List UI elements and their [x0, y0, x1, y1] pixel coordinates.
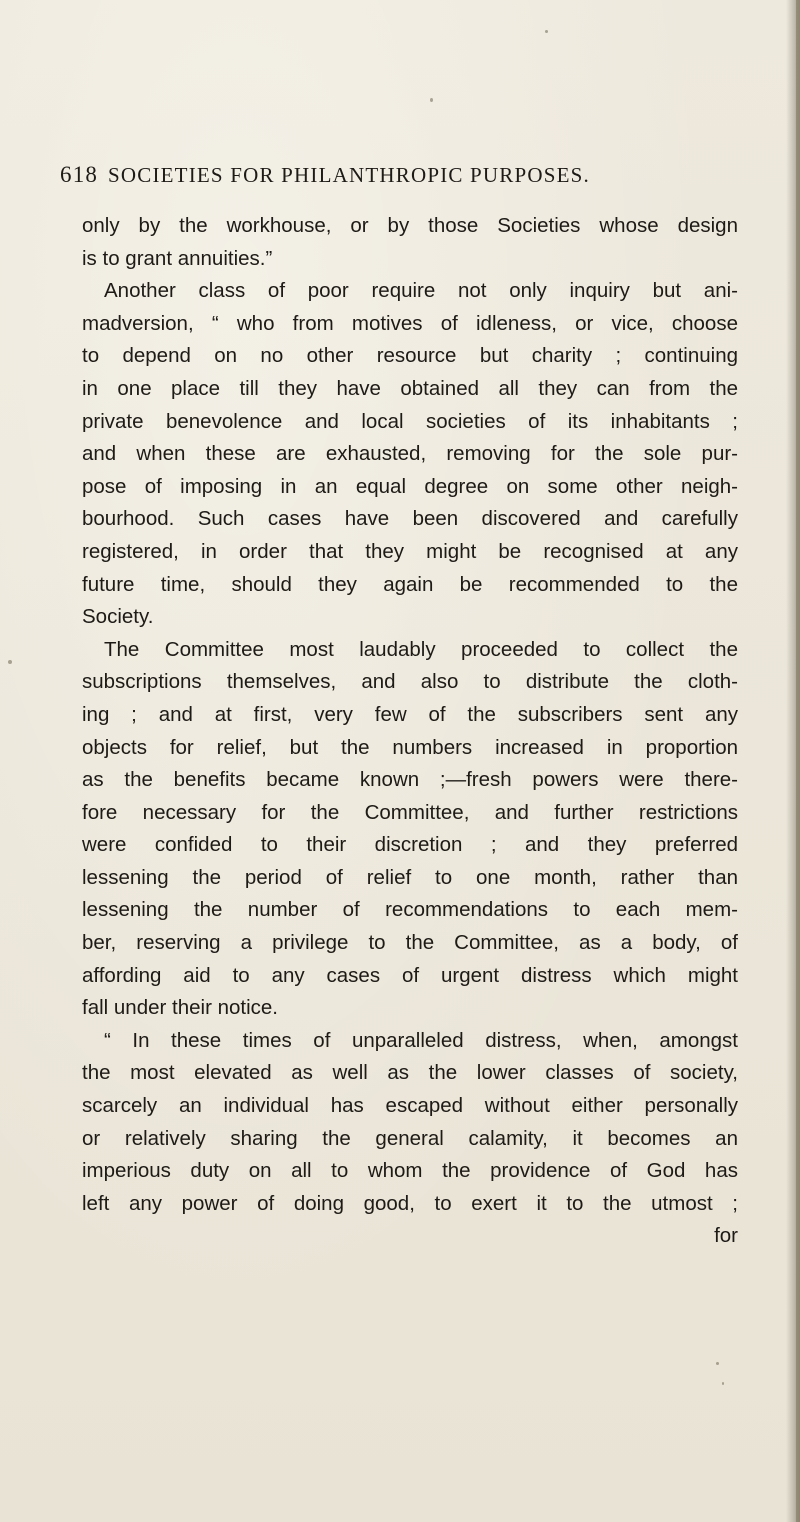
paper-speck [722, 1382, 724, 1385]
paper-speck [545, 30, 548, 33]
text-line: only by the workhouse, or by those Societies whose design [82, 214, 738, 237]
text-line: objects for relief, but the numbers increased in proportion [82, 735, 738, 759]
text-line: registered, in order that they might be recognised at any [82, 539, 738, 563]
text-line: is to grant annuities.” [82, 246, 273, 270]
text-line: in one place till they have obtained all they can from the [82, 376, 738, 400]
text-line: fall under their notice. [82, 996, 279, 1020]
text-line: and when these are exhausted, removing for the sole pur- [82, 442, 738, 466]
catchword: for [714, 1224, 738, 1248]
text-line: pose of imposing in an equal degree on some other neigh- [82, 474, 738, 498]
body-text [82, 210, 738, 1253]
text-line: affording aid to any cases of urgent distress which might [82, 963, 738, 987]
paper-speck [8, 660, 12, 664]
text-line: subscriptions themselves, and also to distribute the cloth- [82, 670, 738, 694]
paragraph-first-line: “ In these times of unparalleled distress, when, amongst [104, 1028, 738, 1052]
text-line: scarcely an individual has escaped without either personally [82, 1094, 738, 1118]
text-line: bourhood. Such cases have been discovered and carefully [82, 507, 738, 531]
text-line: ber, reserving a privilege to the Committee, as a body, of [82, 931, 738, 955]
text-line: imperious duty on all to whom the providence of God has [82, 1159, 738, 1183]
text-line: madversion, “ who from motives of idleness, or vice, choose [82, 311, 738, 335]
paper-speck [716, 1362, 719, 1365]
text-line: ing ; and at first, very few of the subscribers sent any [82, 702, 738, 726]
text-line: lessening the number of recommendations to each mem- [82, 898, 738, 922]
text-line: Society. [82, 605, 154, 629]
paragraph-first-line: The Committee most laudably proceeded to collect the [104, 637, 738, 661]
paper-speck [430, 98, 433, 102]
text-line: to depend on no other resource but charity ; continuing [82, 344, 738, 368]
text-line: were confided to their discretion ; and they preferred [82, 833, 738, 857]
text-line: as the benefits became known ;—fresh powers were there- [82, 768, 738, 792]
text-line: future time, should they again be recommended to the [82, 572, 738, 596]
running-title: SOCIETIES FOR PHILANTHROPIC PURPOSES. [108, 163, 590, 187]
text-line: the most elevated as well as the lower classes of society, [82, 1061, 738, 1085]
paragraph-first-line: Another class of poor require not only inquiry but ani- [104, 279, 738, 303]
text-line: lessening the period of relief to one month, rather than [82, 865, 738, 889]
page-number: 618 [60, 162, 99, 187]
text-line: fore necessary for the Committee, and further restrictions [82, 800, 738, 824]
text-line: or relatively sharing the general calamity, it becomes an [82, 1126, 738, 1150]
page-header [60, 162, 750, 192]
page-edge [796, 0, 800, 1522]
text-line: private benevolence and local societies of its inhabitants ; [82, 409, 738, 433]
text-line: left any power of doing good, to exert it to the utmost ; [82, 1191, 738, 1215]
